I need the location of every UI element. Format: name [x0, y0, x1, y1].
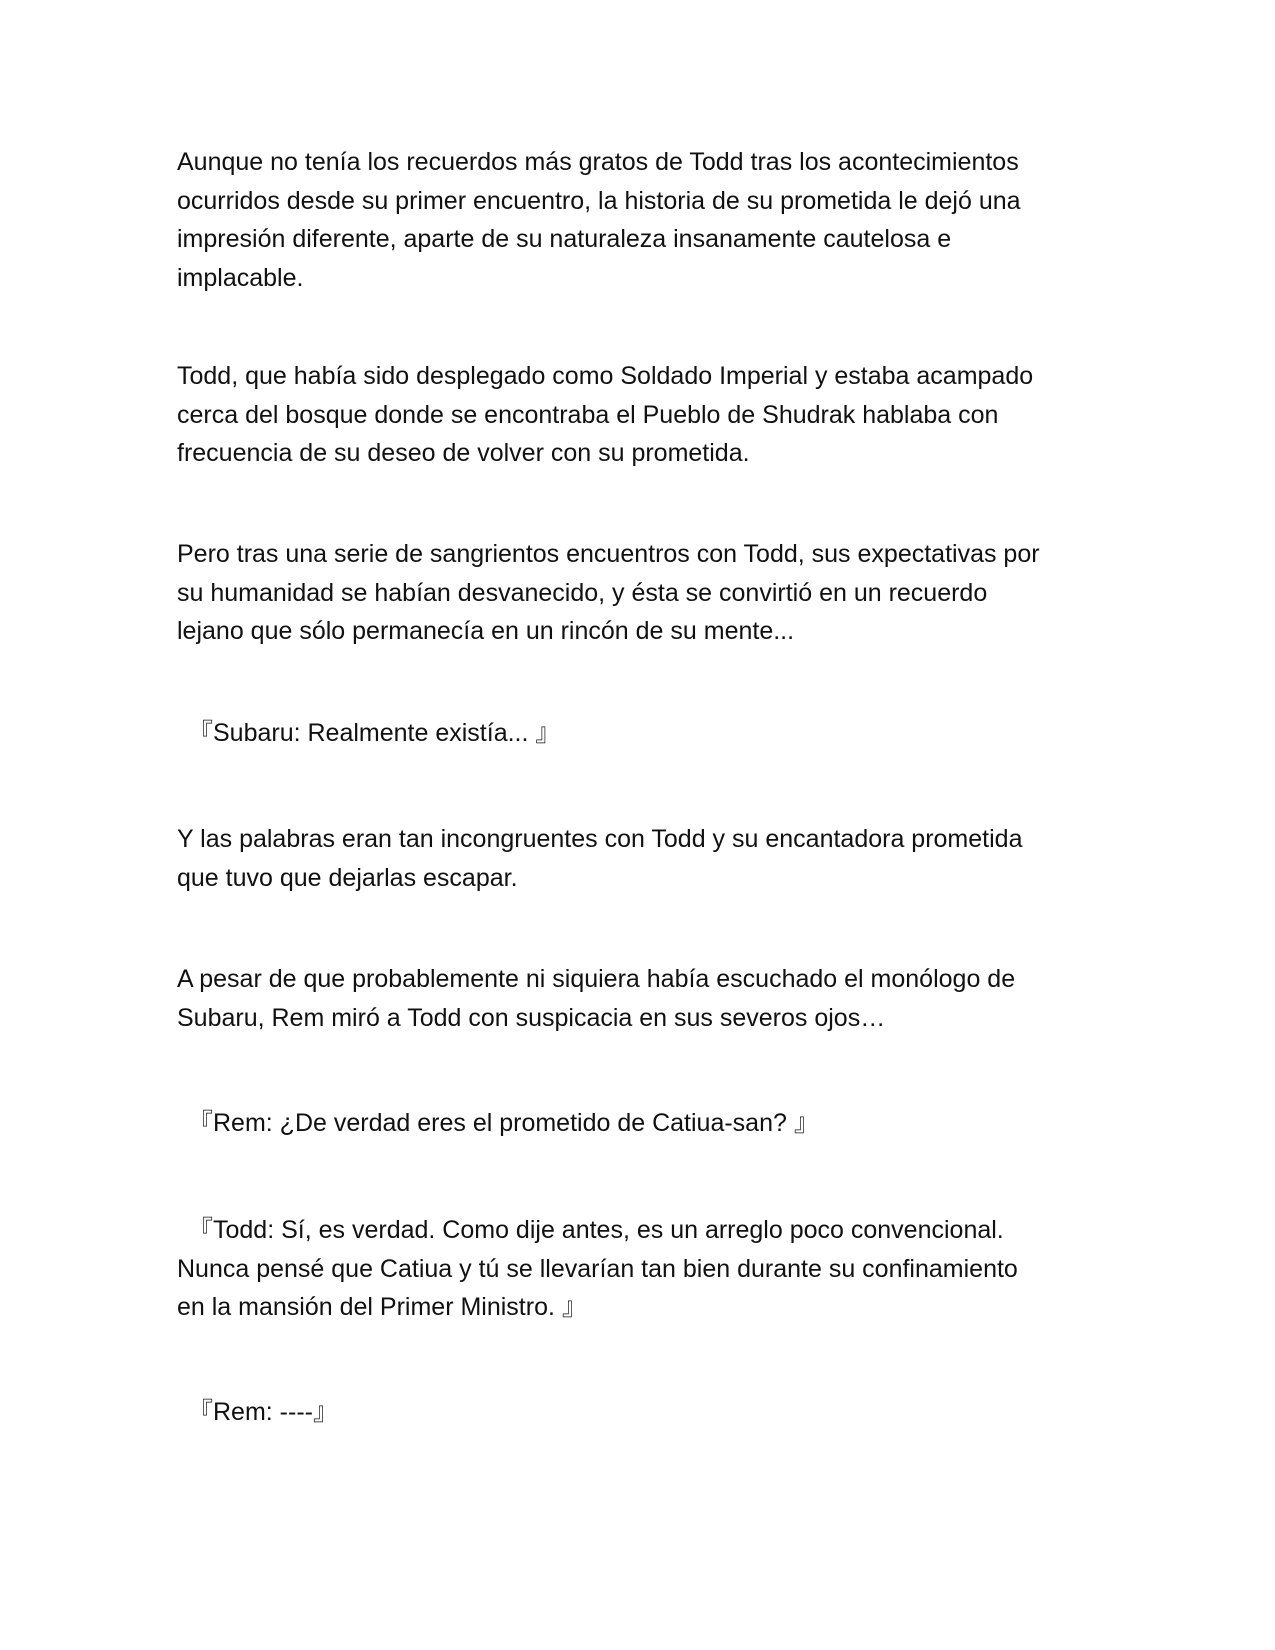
text-line: 『Rem: ¿De verdad eres el prometido de Catiua-san? 』: [188, 1109, 819, 1137]
text-line: que tuvo que dejarlas escapar.: [177, 863, 518, 892]
text-line: Subaru, Rem miró a Todd con suspicacia en sus severos ojos…: [177, 1003, 886, 1032]
paragraph-todd-soldier: [177, 357, 1097, 473]
text-line: Y las palabras eran tan incongruentes con Todd y su encantadora prometida: [177, 825, 1023, 853]
text-line: cerca del bosque donde se encontraba el Pueblo de Shudrak hablaba con: [177, 400, 999, 429]
text-line: implacable.: [177, 263, 304, 292]
dialogue-subaru: [188, 714, 1108, 753]
paragraph-bloody-encounters: [177, 535, 1097, 651]
text-line: lejano que sólo permanecía en un rincón de su mente...: [177, 617, 795, 645]
paragraph-intro: [177, 143, 1097, 297]
text-line: 『Todd: Sí, es verdad. Como dije antes, es un arreglo poco convencional.: [188, 1216, 1004, 1244]
paragraph-incongruent-words: [177, 820, 1097, 897]
text-line: frecuencia de su deseo de volver con su prometida.: [177, 439, 750, 467]
text-line: Nunca pensé que Catiua y tú se llevarían tan bien durante su confinamiento: [177, 1254, 1018, 1283]
text-line: 『Rem: ----』: [188, 1398, 338, 1426]
text-line: A pesar de que probablemente ni siquiera había escuchado el monólogo de: [177, 965, 1016, 993]
text-line: 『Subaru: Realmente existía... 』: [188, 719, 561, 747]
text-line: impresión diferente, aparte de su naturaleza insanamente cautelosa e: [177, 225, 952, 253]
dialogue-todd-answer: [177, 1211, 1097, 1327]
text-line: Aunque no tenía los recuerdos más gratos de Todd tras los acontecimientos: [177, 148, 1019, 176]
text-line: ocurridos desde su primer encuentro, la historia de su prometida le dejó una: [177, 186, 1021, 215]
text-line: en la mansión del Primer Ministro. 』: [177, 1293, 587, 1321]
text-line: Todd, que había sido desplegado como Soldado Imperial y estaba acampado: [177, 362, 1034, 390]
dialogue-rem-silence: [188, 1393, 1108, 1432]
dialogue-rem-question: [188, 1104, 1108, 1143]
text-line: su humanidad se habían desvanecido, y ésta se convirtió en un recuerdo: [177, 578, 988, 607]
text-line: Pero tras una serie de sangrientos encuentros con Todd, sus expectativas por: [177, 540, 1040, 568]
paragraph-rem-suspicion: [177, 960, 1097, 1037]
